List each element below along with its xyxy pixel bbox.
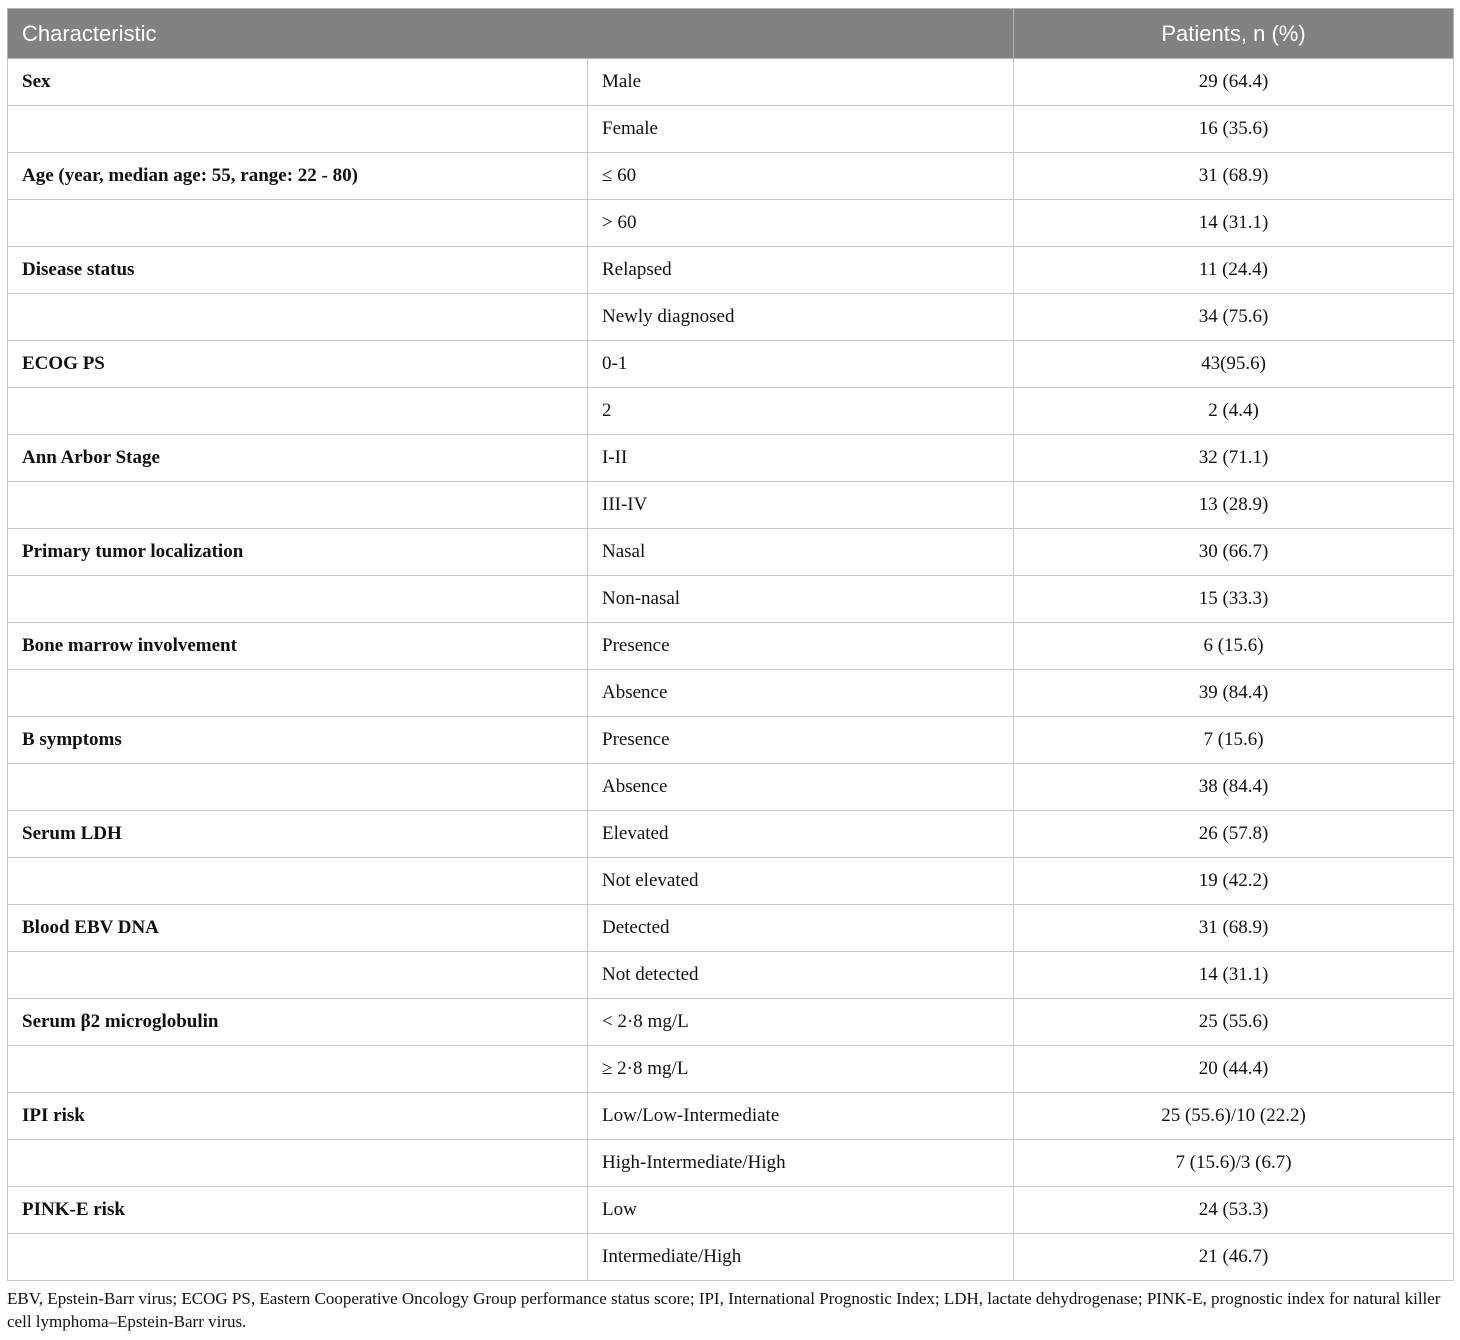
characteristic-cell: Disease status bbox=[8, 247, 588, 294]
characteristic-cell: B symptoms bbox=[8, 717, 588, 764]
characteristic-cell bbox=[8, 1140, 588, 1187]
value-cell: 34 (75.6) bbox=[1014, 294, 1454, 341]
category-cell: I-II bbox=[588, 435, 1014, 482]
table-row bbox=[8, 482, 1454, 529]
table-row bbox=[8, 811, 1454, 858]
table-row bbox=[8, 388, 1454, 435]
value-cell: 25 (55.6)/10 (22.2) bbox=[1014, 1093, 1454, 1140]
characteristic-cell bbox=[8, 952, 588, 999]
category-cell: Absence bbox=[588, 764, 1014, 811]
table-row bbox=[8, 59, 1454, 106]
characteristic-cell: Bone marrow involvement bbox=[8, 623, 588, 670]
table-row bbox=[8, 576, 1454, 623]
table-row bbox=[8, 341, 1454, 388]
value-cell: 31 (68.9) bbox=[1014, 905, 1454, 952]
table-row bbox=[8, 905, 1454, 952]
category-cell: III-IV bbox=[588, 482, 1014, 529]
table-row bbox=[8, 153, 1454, 200]
characteristic-cell bbox=[8, 106, 588, 153]
table-container bbox=[7, 8, 1453, 1281]
characteristic-cell bbox=[8, 576, 588, 623]
category-cell: Elevated bbox=[588, 811, 1014, 858]
patient-characteristics-table bbox=[7, 8, 1454, 1281]
category-cell: Not elevated bbox=[588, 858, 1014, 905]
value-cell: 29 (64.4) bbox=[1014, 59, 1454, 106]
category-cell: Intermediate/High bbox=[588, 1234, 1014, 1281]
category-cell: Absence bbox=[588, 670, 1014, 717]
value-cell: 11 (24.4) bbox=[1014, 247, 1454, 294]
category-cell: Female bbox=[588, 106, 1014, 153]
category-cell: Detected bbox=[588, 905, 1014, 952]
category-cell: Not detected bbox=[588, 952, 1014, 999]
category-cell: > 60 bbox=[588, 200, 1014, 247]
characteristic-cell: ECOG PS bbox=[8, 341, 588, 388]
value-cell: 2 (4.4) bbox=[1014, 388, 1454, 435]
category-cell: < 2·8 mg/L bbox=[588, 999, 1014, 1046]
header-patients: Patients, n (%) bbox=[1014, 9, 1454, 59]
category-cell: Low bbox=[588, 1187, 1014, 1234]
category-cell: Nasal bbox=[588, 529, 1014, 576]
value-cell: 32 (71.1) bbox=[1014, 435, 1454, 482]
category-cell: Newly diagnosed bbox=[588, 294, 1014, 341]
table-row bbox=[8, 294, 1454, 341]
value-cell: 13 (28.9) bbox=[1014, 482, 1454, 529]
value-cell: 31 (68.9) bbox=[1014, 153, 1454, 200]
value-cell: 24 (53.3) bbox=[1014, 1187, 1454, 1234]
value-cell: 39 (84.4) bbox=[1014, 670, 1454, 717]
characteristic-cell bbox=[8, 294, 588, 341]
table-footnote: EBV, Epstein-Barr virus; ECOG PS, Eastern Cooperative Oncology Group performance status score; IPI, International Prognostic Index; LDH, lactate dehydrogenase; PINK-E, prognostic index for natural killer cell lymphoma–Epstein-Barr virus. bbox=[7, 1289, 1441, 1331]
value-cell: 7 (15.6)/3 (6.7) bbox=[1014, 1140, 1454, 1187]
characteristic-cell: Sex bbox=[8, 59, 588, 106]
table-row bbox=[8, 1046, 1454, 1093]
table-row bbox=[8, 670, 1454, 717]
table-row bbox=[8, 764, 1454, 811]
characteristic-cell: Primary tumor localization bbox=[8, 529, 588, 576]
table-row bbox=[8, 106, 1454, 153]
value-cell: 30 (66.7) bbox=[1014, 529, 1454, 576]
table-header bbox=[8, 9, 1454, 59]
table-row bbox=[8, 1140, 1454, 1187]
characteristic-cell: PINK-E risk bbox=[8, 1187, 588, 1234]
table-row bbox=[8, 247, 1454, 294]
value-cell: 7 (15.6) bbox=[1014, 717, 1454, 764]
header-row bbox=[8, 9, 1454, 59]
table-row bbox=[8, 999, 1454, 1046]
category-cell: Presence bbox=[588, 623, 1014, 670]
value-cell: 14 (31.1) bbox=[1014, 200, 1454, 247]
category-cell: 2 bbox=[588, 388, 1014, 435]
table-row bbox=[8, 717, 1454, 764]
category-cell: 0-1 bbox=[588, 341, 1014, 388]
value-cell: 14 (31.1) bbox=[1014, 952, 1454, 999]
value-cell: 43(95.6) bbox=[1014, 341, 1454, 388]
value-cell: 16 (35.6) bbox=[1014, 106, 1454, 153]
category-cell: Male bbox=[588, 59, 1014, 106]
characteristic-cell: IPI risk bbox=[8, 1093, 588, 1140]
value-cell: 38 (84.4) bbox=[1014, 764, 1454, 811]
value-cell: 26 (57.8) bbox=[1014, 811, 1454, 858]
value-cell: 15 (33.3) bbox=[1014, 576, 1454, 623]
category-cell: Presence bbox=[588, 717, 1014, 764]
table-body bbox=[8, 59, 1454, 1281]
category-cell: ≥ 2·8 mg/L bbox=[588, 1046, 1014, 1093]
characteristic-cell bbox=[8, 388, 588, 435]
table-row bbox=[8, 623, 1454, 670]
value-cell: 21 (46.7) bbox=[1014, 1234, 1454, 1281]
table-row bbox=[8, 1187, 1454, 1234]
table-row bbox=[8, 529, 1454, 576]
characteristic-cell bbox=[8, 670, 588, 717]
characteristic-cell: Serum β2 microglobulin bbox=[8, 999, 588, 1046]
characteristic-cell: Ann Arbor Stage bbox=[8, 435, 588, 482]
characteristic-cell bbox=[8, 1234, 588, 1281]
value-cell: 6 (15.6) bbox=[1014, 623, 1454, 670]
characteristic-cell: Serum LDH bbox=[8, 811, 588, 858]
table-row bbox=[8, 1093, 1454, 1140]
characteristic-cell: Blood EBV DNA bbox=[8, 905, 588, 952]
category-cell: Relapsed bbox=[588, 247, 1014, 294]
category-cell: High-Intermediate/High bbox=[588, 1140, 1014, 1187]
category-cell: ≤ 60 bbox=[588, 153, 1014, 200]
value-cell: 25 (55.6) bbox=[1014, 999, 1454, 1046]
characteristic-cell bbox=[8, 200, 588, 247]
table-row bbox=[8, 952, 1454, 999]
category-cell: Non-nasal bbox=[588, 576, 1014, 623]
table-row bbox=[8, 435, 1454, 482]
characteristic-cell: Age (year, median age: 55, range: 22 - 80) bbox=[8, 153, 588, 200]
characteristic-cell bbox=[8, 1046, 588, 1093]
characteristic-cell bbox=[8, 858, 588, 905]
category-cell: Low/Low-Intermediate bbox=[588, 1093, 1014, 1140]
table-row bbox=[8, 1234, 1454, 1281]
table-row bbox=[8, 200, 1454, 247]
characteristic-cell bbox=[8, 482, 588, 529]
value-cell: 20 (44.4) bbox=[1014, 1046, 1454, 1093]
header-characteristic: Characteristic bbox=[8, 9, 1014, 59]
table-row bbox=[8, 858, 1454, 905]
characteristic-cell bbox=[8, 764, 588, 811]
value-cell: 19 (42.2) bbox=[1014, 858, 1454, 905]
